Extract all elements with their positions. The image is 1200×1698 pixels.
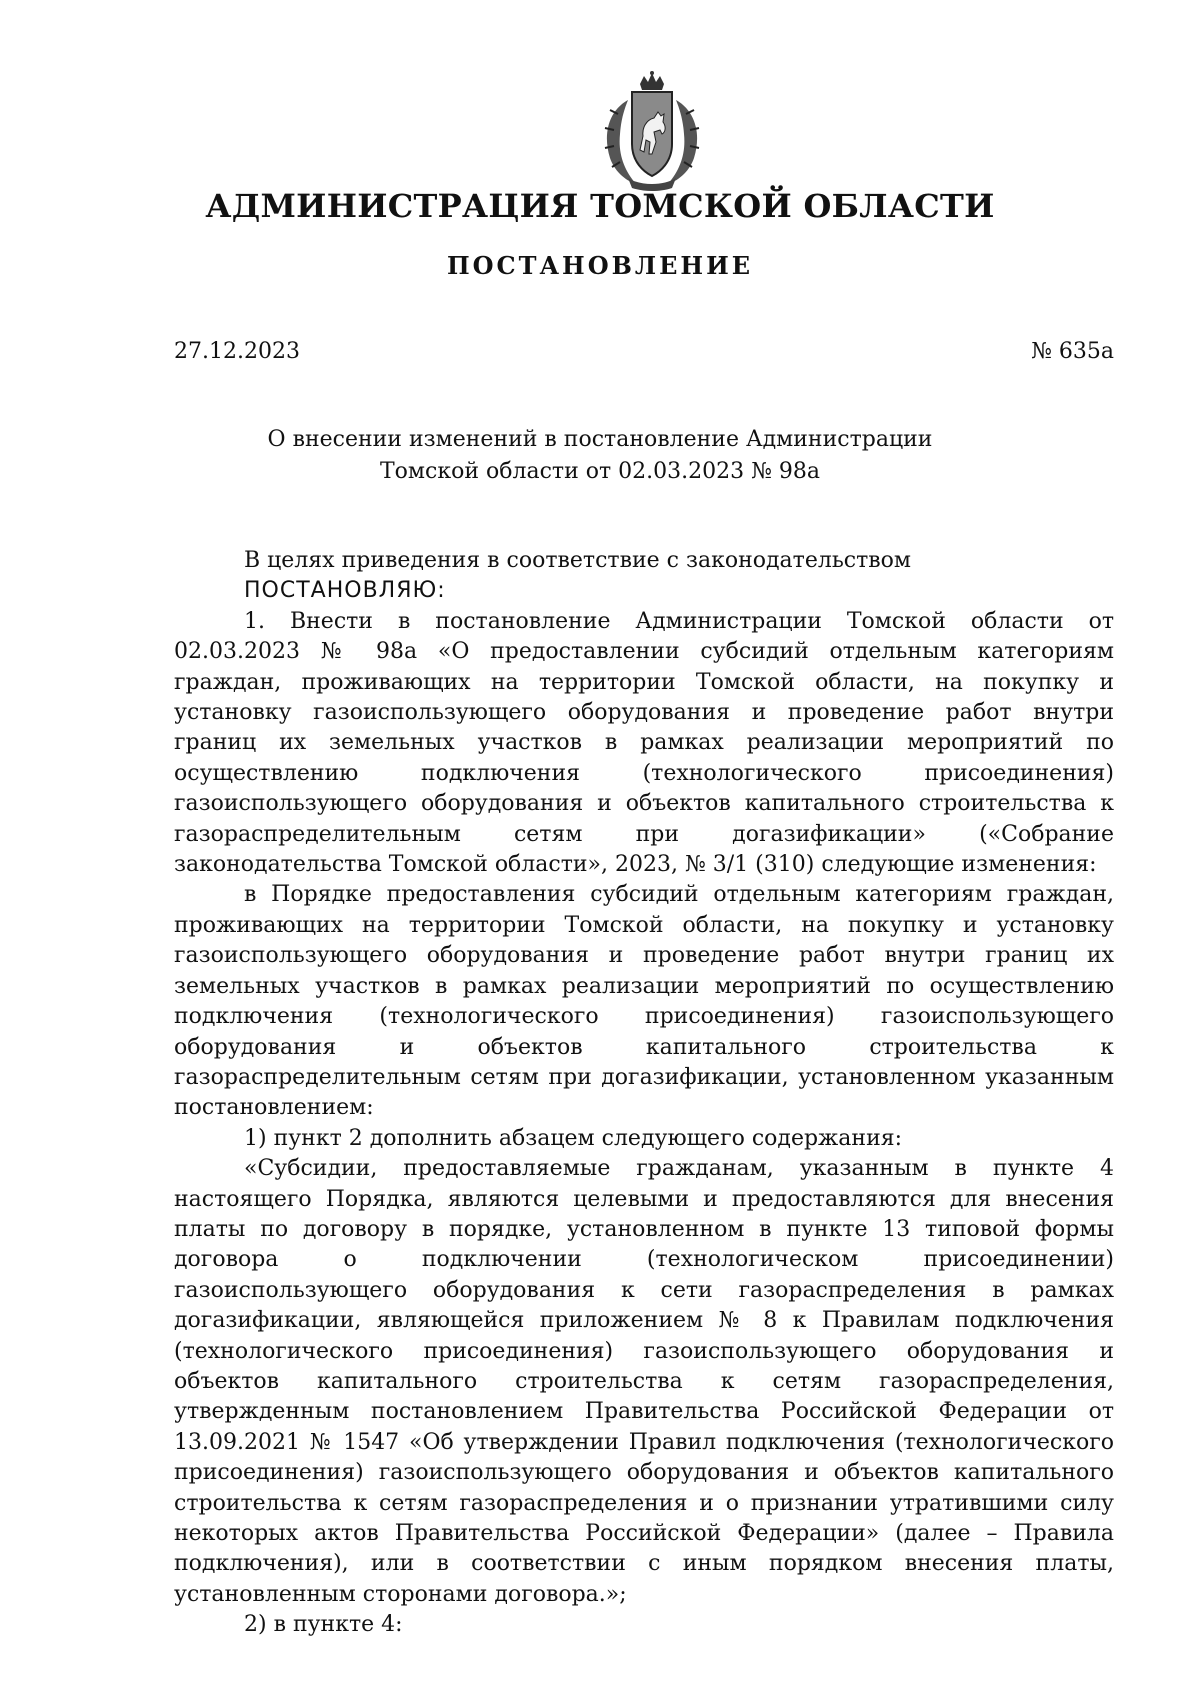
intro-paragraph: В целях приведения в соответствие с законодательством [244, 548, 912, 573]
document-type: ПОСТАНОВЛЕНИЕ [446, 251, 754, 280]
body-paragraph: 2) в пункте 4: [244, 1612, 403, 1638]
document-number: № 635а [1031, 339, 1114, 364]
tomsk-oblast-coat-of-arms-icon [588, 70, 716, 192]
body-paragraph: в Порядке предоставления субсидий отдельным категориям граждан, проживающих на территории Томской области, на покупку и установку газоиспользующего оборудования и проведение работ внутри границ их земельных участков в рамках реализации мероприятий по осуществлению подключения (технологического присоединения) газоиспользующего оборудования и объектов капитального строительства к газораспределительным сетям при догазификации, установленном указанным постановлением: [174, 882, 1114, 1121]
organization-title: АДМИНИСТРАЦИЯ ТОМСКОЙ ОБЛАСТИ [205, 187, 995, 225]
document-body [174, 546, 1114, 1641]
body-paragraph: 1) пункт 2 дополнить абзацем следующего содержания: [244, 1125, 903, 1151]
subject-line-1: О внесении изменений в постановление Администрации [267, 427, 933, 452]
body-paragraph: «Субсидии, предоставляемые гражданам, указанным в пункте 4 настоящего Порядка, являются целевыми и предоставляются для внесения платы по договору в порядке, установленном в пункте 13 типовой формы договора о подключении (технологическом присоединении) газоиспользующего оборудования к сети газораспределения в рамках догазификации, являющейся приложением № 8 к Правилам подключения (технологического присоединения) газоиспользующего оборудования и объектов капитального строительства к сетям газораспределения, утвержденным постановлением Правительства Российской Федерации от 13.09.2021 № 1547 «Об утверждении Правил подключения (технологического присоединения) газоиспользующего оборудования и объектов капитального строительства к сетям газораспределения и о признании утратившими силу некоторых актов Правительства Российской Федерации» (далее – Правила подключения), или в соответствии с иным порядком внесения платы, установленным сторонами договора.»; [174, 1156, 1114, 1607]
body-paragraph: 1. Внести в постановление Администрации Томской области от 02.03.2023 № 98а «О предоставлении субсидий отдельным категориям граждан, проживающих на территории Томской области, на покупку и установку газоиспользующего оборудования и проведение работ внутри границ их земельных участков в рамках реализации мероприятий по осуществлению подключения (технологического присоединения) газоиспользующего оборудования и объектов капитального строительства к газораспределительным сетям при догазификации» («Собрание законодательства Томской области», 2023, № 3/1 (310) следующие изменения: [174, 608, 1114, 878]
subject-line-2: Томской области от 02.03.2023 № 98а [379, 459, 821, 484]
document-subject [0, 424, 1200, 488]
document-date: 27.12.2023 [174, 339, 300, 364]
decree-word: ПОСТАНОВЛЯЮ: [244, 578, 446, 604]
